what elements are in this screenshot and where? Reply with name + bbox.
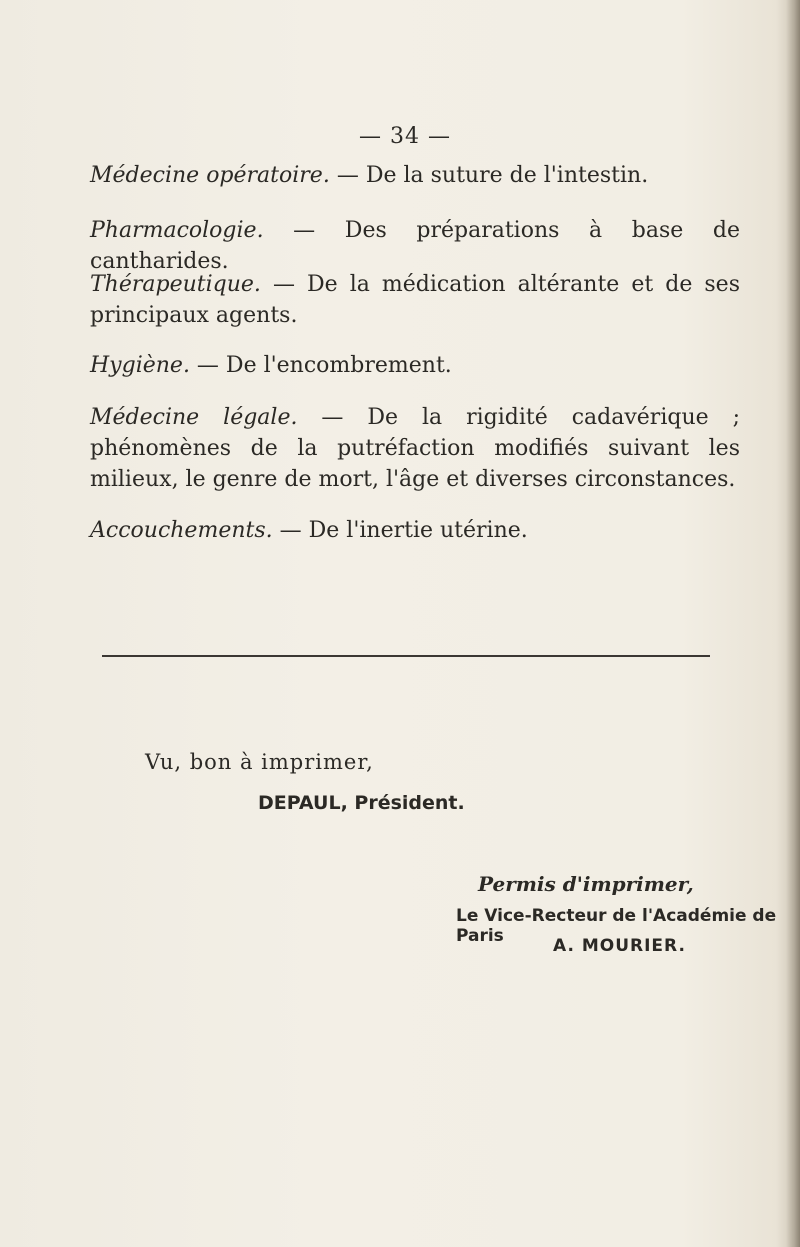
subject-text: — De la rigidité cadavérique ; phénomènes de la putréfaction modifiés suivant les milieux, le genre de mort, l'âge et diverses circonstances.: [90, 405, 740, 492]
subject-heading: Accouchements.: [90, 518, 273, 543]
president-signature: DEPAUL, Président.: [258, 792, 465, 814]
exam-subject-legal-medicine: [90, 402, 740, 495]
subject-text: — De l'inertie utérine.: [272, 518, 528, 543]
vice-rector-name: A. MOURIER.: [553, 936, 686, 956]
exam-subject-pharmacology: [90, 215, 740, 277]
subject-text: — Des préparations à base de cantharides.: [90, 218, 740, 274]
subject-heading: Médecine légale.: [90, 405, 298, 430]
approval-line: Vu, bon à imprimer,: [145, 750, 374, 774]
permit-heading: Permis d'imprimer,: [478, 872, 694, 896]
exam-subject-therapeutics: [90, 269, 740, 331]
subject-text: — De l'encombrement.: [189, 353, 452, 378]
section-divider: [102, 655, 710, 657]
exam-subject-obstetrics: [90, 515, 740, 546]
subject-heading: Médecine opératoire.: [90, 163, 330, 188]
subject-text: — De la suture de l'intestin.: [329, 163, 649, 188]
exam-subject-hygiene: [90, 350, 740, 381]
subject-heading: Pharmacologie.: [90, 218, 264, 243]
page-number: — 34 —: [359, 124, 451, 149]
subject-heading: Thérapeutique.: [90, 272, 261, 297]
page-edge-shadow: [786, 0, 800, 1247]
subject-text: — De la médication altérante et de ses principaux agents.: [90, 272, 740, 328]
subject-heading: Hygiène.: [90, 353, 190, 378]
vice-rector-title: Le Vice-Recteur de l'Académie de Paris: [456, 906, 777, 946]
exam-subject-operative-medicine: [90, 160, 740, 191]
